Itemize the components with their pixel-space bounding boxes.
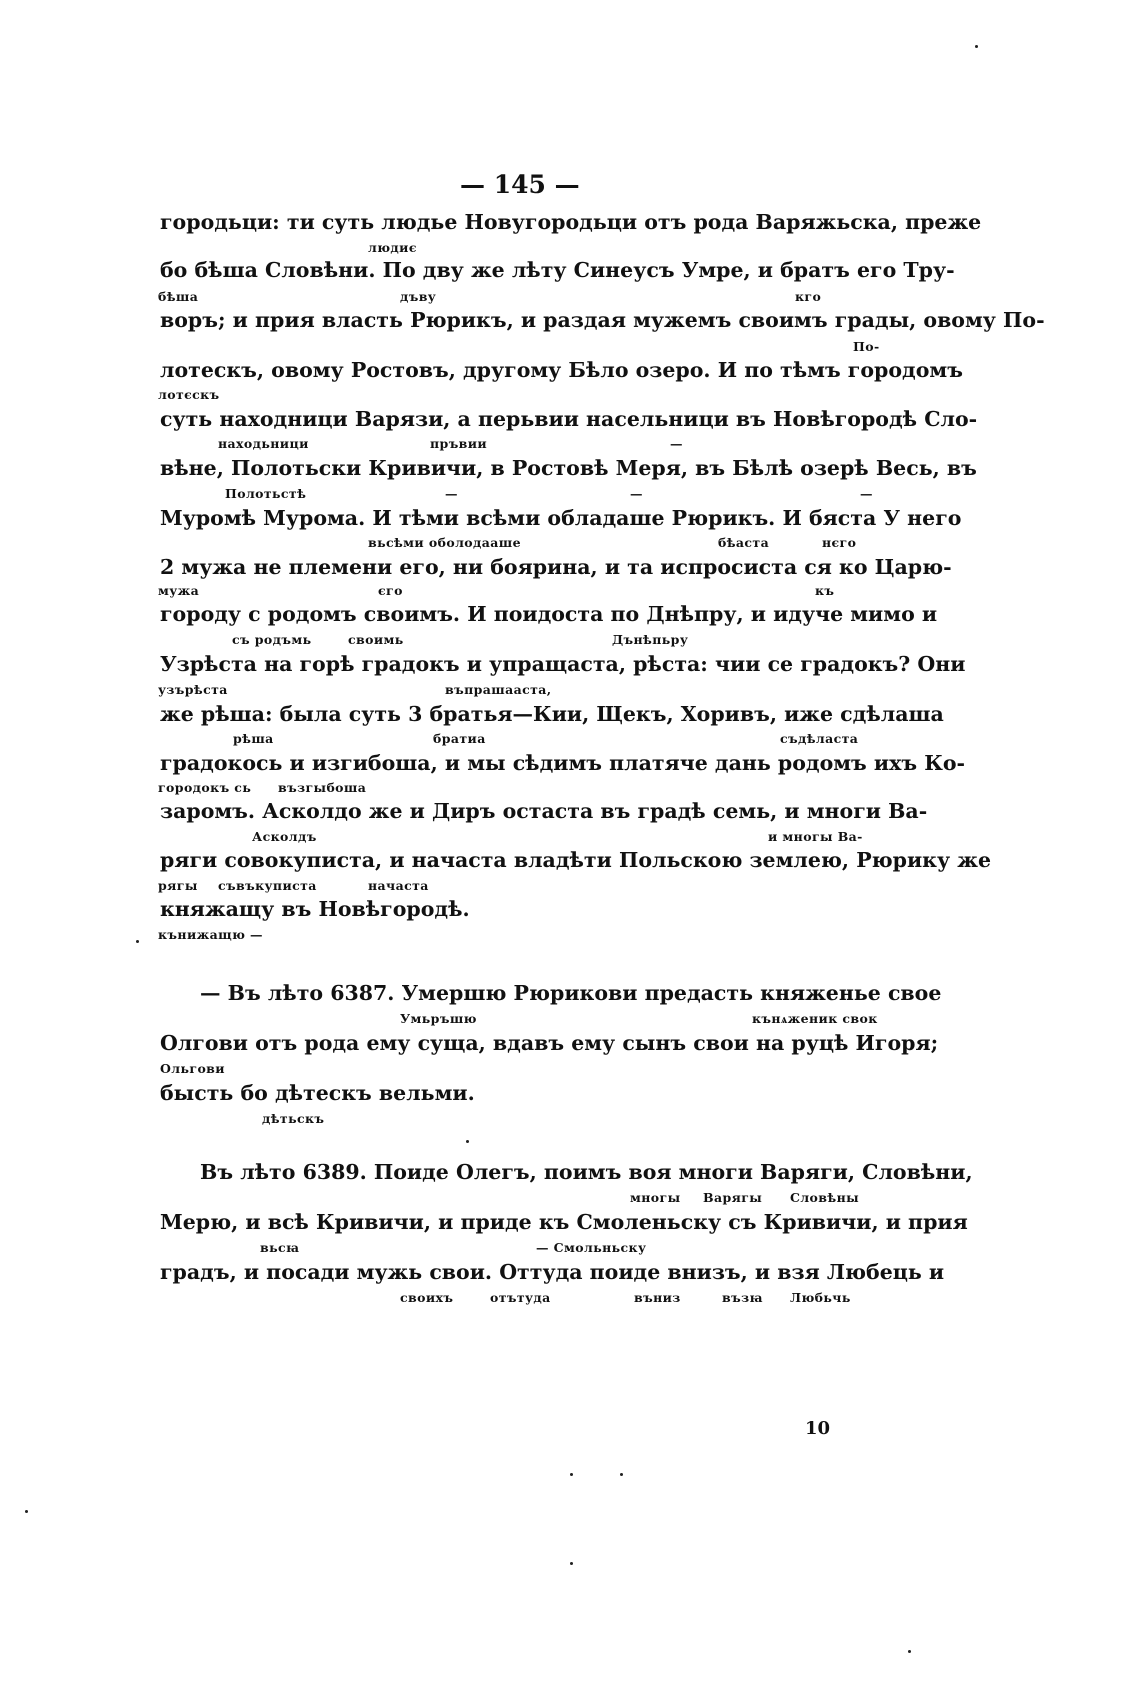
- text-line: лотескъ, овому Ростовъ, другому Бѣло озеро. И по тѣмъ городомъ: [160, 358, 963, 382]
- signature-mark: 10: [805, 1418, 831, 1439]
- text-line: Мерю, и всѣ Кривичи, и приде къ Смоленьску съ Кривичи, и прия: [160, 1210, 968, 1234]
- text-line: бысть бо дѣтескъ вельми.: [160, 1081, 475, 1105]
- gloss: съдѣласта: [780, 731, 859, 746]
- gloss: Дънѣпьру: [612, 632, 689, 647]
- gloss: —: [670, 436, 683, 451]
- text-line: ряги совокуписта, и начаста владѣти Польскою землею, Рюрику же: [160, 848, 991, 872]
- scan-speck: [25, 1510, 28, 1513]
- gloss: вьсꙗ: [260, 1240, 300, 1255]
- text-line: — Въ лѣто 6387. Умершю Рюрикови предасть княженье свое: [200, 981, 942, 1005]
- gloss: —: [860, 486, 873, 501]
- gloss: пръвии: [430, 436, 488, 451]
- gloss: съ родъмь: [232, 632, 312, 647]
- gloss: людиє: [368, 240, 417, 255]
- gloss: своихъ: [400, 1290, 454, 1305]
- gloss: братиа: [433, 731, 486, 746]
- scan-speck: [620, 1473, 623, 1476]
- page-number: — 145 —: [460, 170, 580, 199]
- gloss: рѣша: [233, 731, 274, 746]
- gloss: въниз: [634, 1290, 681, 1305]
- gloss: мужа: [158, 583, 200, 598]
- gloss: начаста: [368, 878, 429, 893]
- text-line: 2 мужа не племени его, ни боярина, и та испросиста ся ко Царю-: [160, 555, 952, 579]
- text-line: княжащу въ Новѣгородѣ.: [160, 897, 470, 921]
- gloss: дѣтьскъ: [262, 1111, 325, 1126]
- gloss: вьсѣми оболодааше: [368, 535, 521, 550]
- gloss: своимь: [348, 632, 404, 647]
- gloss: узърѣста: [158, 682, 228, 697]
- text-line: суть находници Варязи, а перьвии насельници въ Новѣгородѣ Сло-: [160, 407, 978, 431]
- text-line: градъ, и посади мужь свои. Оттуда поиде внизъ, и взя Любець и: [160, 1260, 945, 1284]
- gloss: възꙗ: [722, 1290, 763, 1305]
- gloss: Любьчь: [790, 1290, 851, 1305]
- gloss: рягы: [158, 878, 198, 893]
- text-line: же рѣша: была суть 3 братья—Кии, Щекъ, Хоривъ, иже сдѣлаша: [160, 702, 944, 726]
- scan-speck: [466, 1140, 469, 1143]
- text-line: Олгови отъ рода ему суща, вдавъ ему сынъ свои на руцѣ Игоря;: [160, 1031, 939, 1055]
- gloss: лотєскъ: [158, 387, 220, 402]
- gloss: отътуда: [490, 1290, 551, 1305]
- gloss: кго: [795, 289, 822, 304]
- gloss: съвъкуписта: [218, 878, 317, 893]
- scan-speck: [570, 1473, 573, 1476]
- gloss: и многы Ва-: [768, 829, 863, 844]
- gloss: къ: [815, 583, 835, 598]
- text-line: Узрѣста на горѣ градокъ и упращаста, рѣста: чии се градокъ? Они: [160, 652, 966, 676]
- gloss: нєго: [822, 535, 857, 550]
- gloss: Ольгови: [160, 1061, 225, 1076]
- gloss: Варягы: [703, 1190, 763, 1205]
- scan-speck: [136, 940, 139, 943]
- gloss: бѣаста: [718, 535, 770, 550]
- text-line: Муромѣ Мурома. И тѣми всѣми обладаше Рюрикъ. И бяста У него: [160, 506, 962, 530]
- gloss: Умьръшю: [400, 1011, 477, 1026]
- scan-speck: [570, 1562, 573, 1565]
- gloss: кънѧженик свок: [752, 1011, 878, 1026]
- text-line: бо бѣша Словѣни. По дву же лѣту Синеусъ Умре, и братъ его Тру-: [160, 258, 955, 282]
- scan-speck: [975, 45, 978, 48]
- text-line: заромъ. Асколдо же и Диръ остаста въ градѣ семь, и многи Ва-: [160, 799, 928, 823]
- text-line: вѣне, Полотьски Кривичи, в Ростовѣ Меря, въ Бѣлѣ озерѣ Весь, въ: [160, 456, 977, 480]
- gloss: многы: [630, 1190, 681, 1205]
- gloss: дъву: [400, 289, 437, 304]
- gloss: Полотьстѣ: [225, 486, 307, 501]
- text-line: воръ; и прия власть Рюрикъ, и раздая мужемъ своимъ грады, овому По-: [160, 308, 1045, 332]
- scan-speck: [908, 1650, 911, 1653]
- text-line: градокось и изгибоша, и мы сѣдимъ платяче дань родомъ ихъ Ко-: [160, 751, 966, 775]
- gloss: възгыбоша: [278, 780, 367, 795]
- gloss: бѣша: [158, 289, 199, 304]
- gloss: въпрашааста,: [445, 682, 552, 697]
- gloss: По-: [853, 339, 880, 354]
- gloss: —: [630, 486, 643, 501]
- gloss: єго: [378, 583, 403, 598]
- gloss: Словѣны: [790, 1190, 860, 1205]
- gloss: городокъ сь: [158, 780, 252, 795]
- gloss: Асколдъ: [252, 829, 317, 844]
- text-line: Въ лѣто 6389. Поиде Олегъ, поимъ воя многи Варяги, Словѣни,: [200, 1160, 973, 1184]
- gloss: — Смольньску: [536, 1240, 647, 1255]
- text-line: городу с родомъ своимъ. И поидоста по Днѣпру, и идуче мимо и: [160, 602, 938, 626]
- text-line: городьци: ти суть людье Новугородьци отъ рода Варяжьска, преже: [160, 210, 982, 234]
- gloss: —: [445, 486, 458, 501]
- gloss: находьници: [218, 436, 309, 451]
- gloss: кънижащю —: [158, 927, 263, 942]
